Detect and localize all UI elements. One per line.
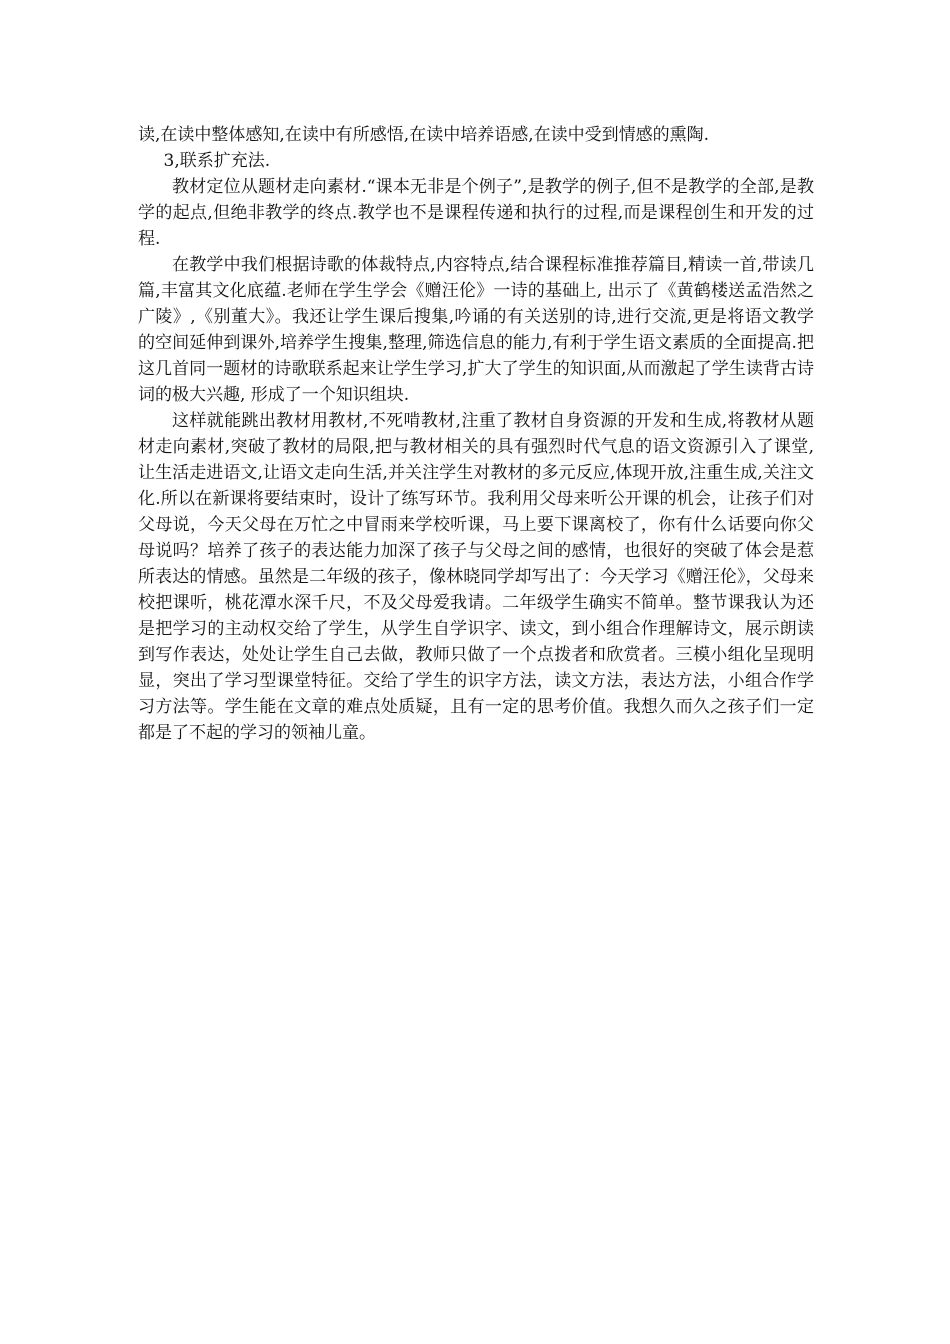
- paragraph-material-positioning: 教材定位从题材走向素材.“课本无非是个例子”,是教学的例子,但不是教学的全部,是教学的起点,但绝非教学的终点.教学也不是课程传递和执行的过程,而是课程创生和开发的过程.: [138, 177, 814, 249]
- paragraph-continuation: 读,在读中整体感知,在读中有所感悟,在读中培养语感,在读中受到情感的熏陶.: [138, 125, 710, 145]
- paragraph-conclusion: 这样就能跳出教材用教材,不死啃教材,注重了教材自身资源的开发和生成,将教材从题材走向素材,突破了教材的局限,把与教材相关的具有强烈时代气息的语文资源引入了课堂,让生活走进语文,让语文走向生活,并关注学生对教材的多元反应,体现开放,注重生成,关注文化.所以在新课将要结束时，设计了练写环节。我利用父母来听公开课的机会，让孩子们对父母说，今天父母在万忙之中冒雨来学校听课，马上要下课离校了，你有什么话要向你父母说吗？培养了孩子的表达能力加深了孩子与父母之间的感情，也很好的突破了体会是惹所表达的情感。虽然是二年级的孩子，像林晓同学却写出了：今天学习《赠汪伦》，父母来校把课听，桃花潭水深千尺，不及父母爱我请。二年级学生确实不简单。整节课我认为还是把学习的主动权交给了学生，从学生自学识字、读文，到小组合作理解诗文，展示朗读到写作表达，处处让学生自己去做，教师只做了一个点拨者和欣赏者。三模小组化呈现明显，突出了学习型课堂特征。交给了学生的识字方法，读文方法，表达方法，小组合作学习方法等。学生能在文章的难点处质疑，且有一定的思考价值。我想久而久之孩子们一定都是了不起的学习的领袖儿童。: [138, 411, 814, 743]
- section-heading: 3,联系扩充法.: [163, 151, 271, 171]
- document-body: [138, 122, 814, 746]
- paragraph-teaching-practice: 在教学中我们根据诗歌的体裁特点,内容特点,结合课程标准推荐篇目,精读一首,带读几篇,丰富其文化底蕴.老师在学生学会《赠汪伦》一诗的基础上, 出示了《黄鹤楼送孟浩然之广陵》,《别董大》。我还让学生课后搜集,吟诵的有关送别的诗,进行交流,更是将语文教学的空间延伸到课外,培养学生搜集,整理,筛选信息的能力,有利于学生语文素质的全面提高.把这几首同一题材的诗歌联系起来让学生学习,扩大了学生的知识面,从而激起了学生读背古诗词的极大兴趣, 形成了一个知识组块.: [138, 255, 814, 405]
